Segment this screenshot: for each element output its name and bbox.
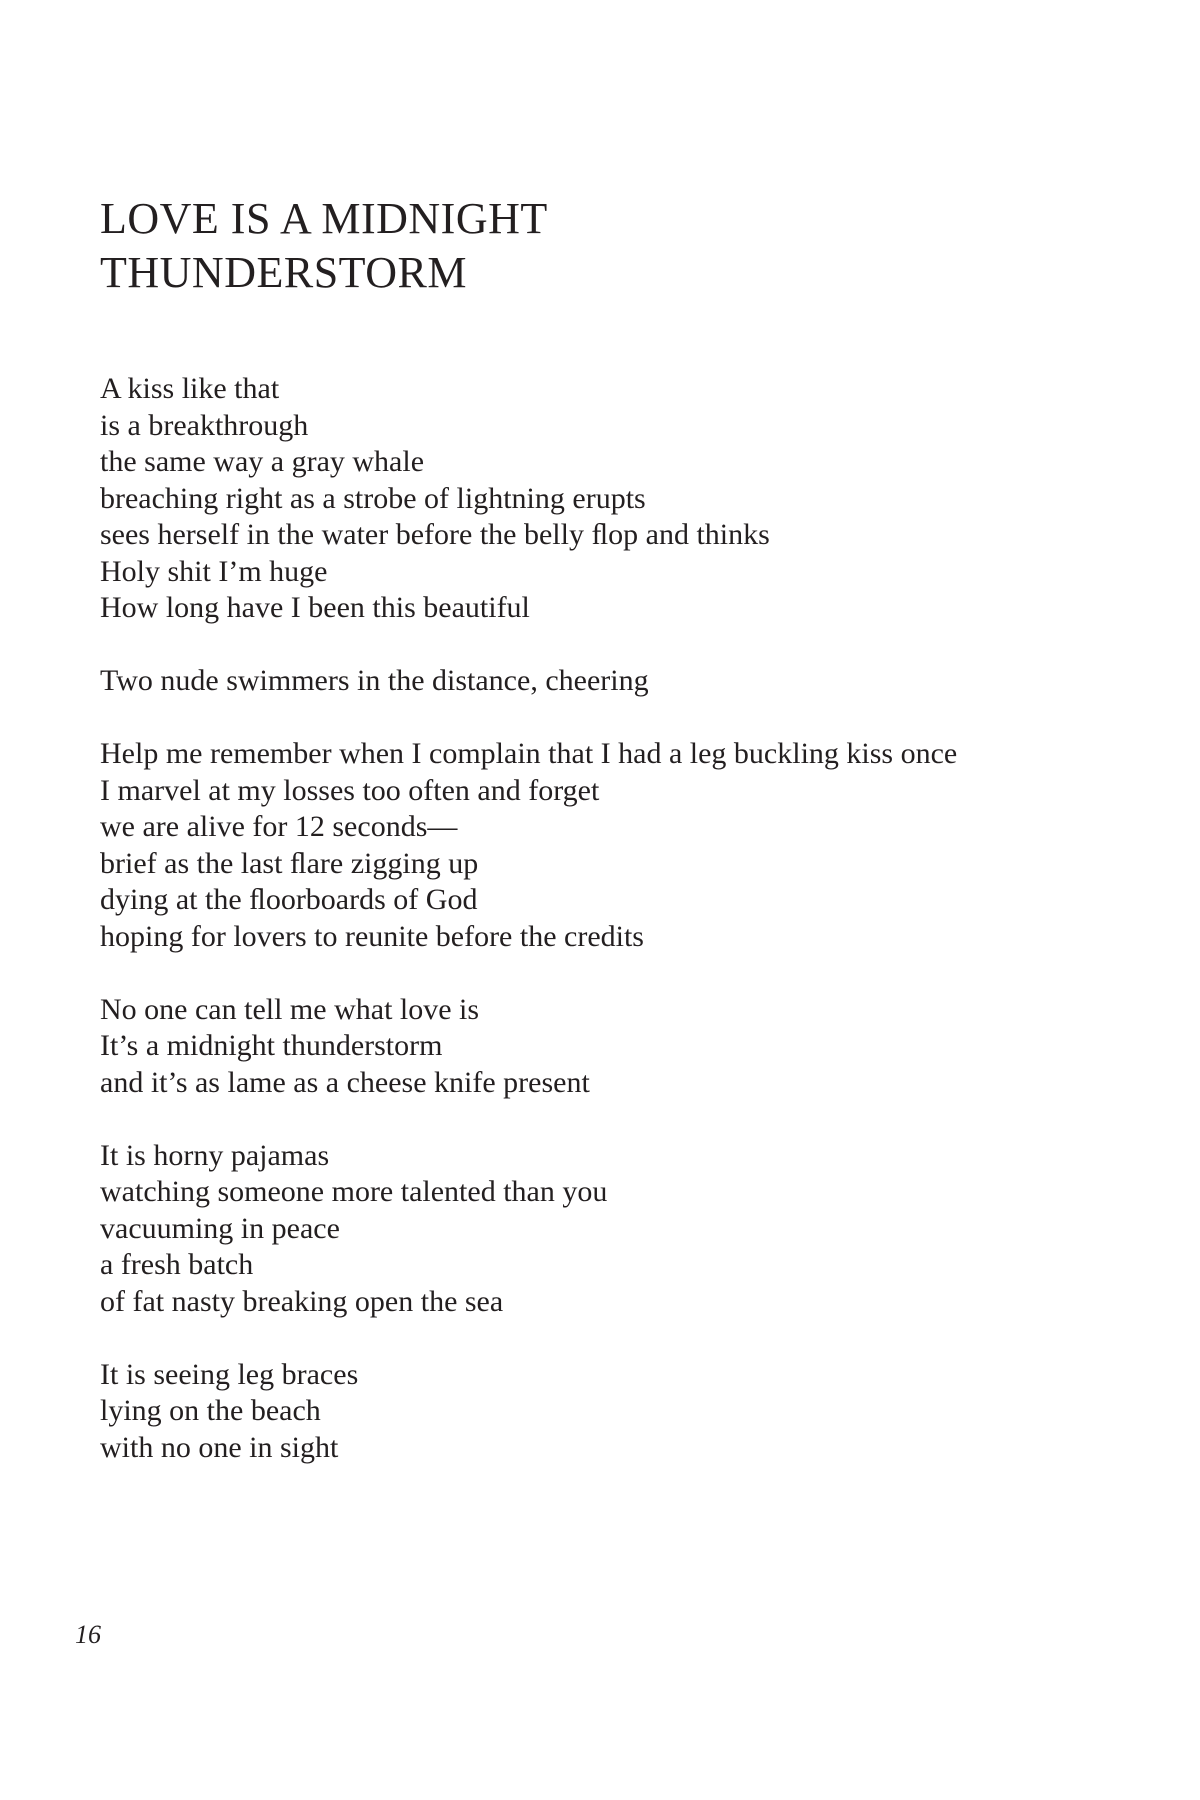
poem-line: watching someone more talented than you (100, 1175, 608, 1208)
poem-line: brief as the last ﬂare zigging up (100, 846, 479, 880)
stanza-1 (100, 371, 1100, 627)
poem-line: How long have I been this beautiful (100, 591, 530, 624)
poem-line: and it’s as lame as a cheese knife present (100, 1065, 590, 1099)
poem-line: lying on the beach (100, 1394, 321, 1427)
poem-line: we are alive for 12 seconds— (100, 810, 458, 843)
poem-line: Help me remember when I complain that I had a leg buckling kiss once (100, 737, 958, 770)
stanza-4 (100, 992, 1100, 1102)
poem-line: dying at the ﬂoorboards of God (100, 883, 478, 916)
poem-line: No one can tell me what love is (100, 992, 480, 1026)
poem-line: of fat nasty breaking open the sea (100, 1284, 504, 1318)
poem-line: A kiss like that (100, 372, 280, 405)
poem-line: It is horny pajamas (100, 1138, 330, 1172)
poem-line: breaching right as a strobe of lightning erupts (100, 481, 646, 515)
poem-title (100, 192, 548, 300)
poem-line: Holy shit I’m huge (100, 554, 328, 588)
poem-line: Two nude swimmers in the distance, cheering (100, 664, 649, 697)
poem-title-line: LOVE IS A MIDNIGHT (100, 194, 548, 243)
stanza-3 (100, 736, 1100, 955)
poem-line: hoping for lovers to reunite before the credits (100, 919, 644, 953)
poem-line: is a breakthrough (100, 408, 309, 442)
poem-line: a fresh batch (100, 1248, 254, 1281)
stanza-5 (100, 1138, 1100, 1321)
poem-line: sees herself in the water before the belly ﬂop and thinks (100, 518, 770, 551)
page-number: 16 (75, 1620, 101, 1649)
poem-line: It is seeing leg braces (100, 1357, 359, 1391)
poem-line: It’s a midnight thunderstorm (100, 1029, 443, 1062)
poem-line: I marvel at my losses too often and forget (100, 773, 600, 807)
poem-body (100, 371, 1100, 1503)
stanza-6 (100, 1357, 1100, 1467)
poem-line: with no one in sight (100, 1430, 339, 1464)
poem-line: the same way a gray whale (100, 445, 425, 478)
stanza-2 (100, 663, 1100, 700)
poem-line: vacuuming in peace (100, 1211, 340, 1245)
poem-title-line: THUNDERSTORM (100, 248, 468, 297)
